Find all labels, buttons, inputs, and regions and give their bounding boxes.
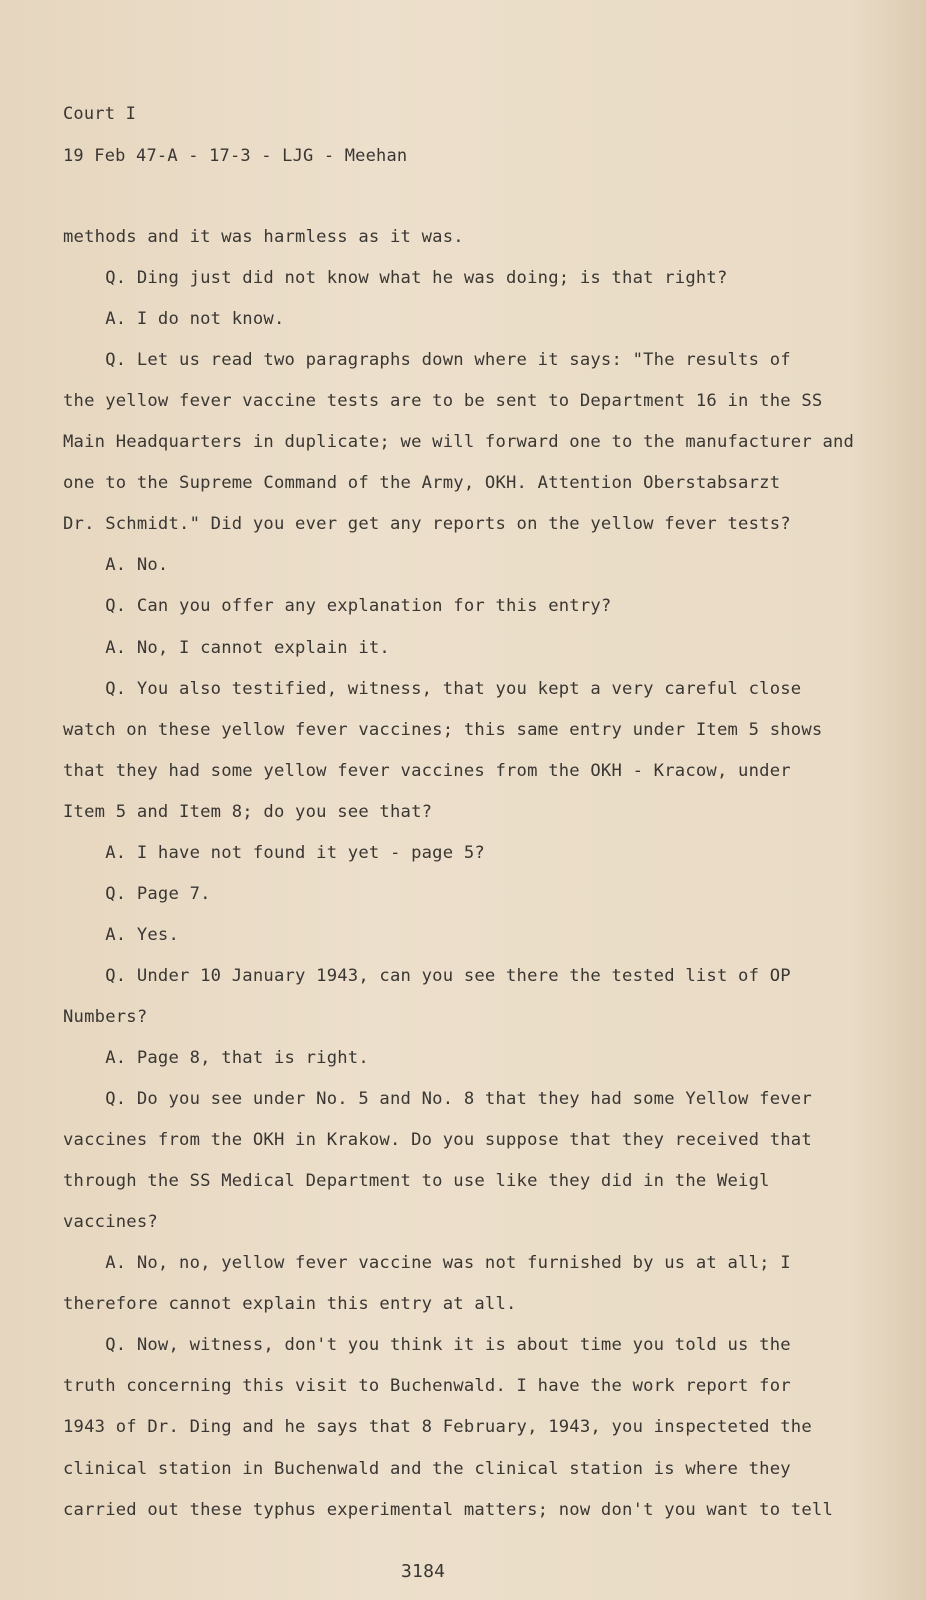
transcript-line: Q. Now, witness, don't you think it is about time you told us the (63, 1335, 791, 1356)
transcript-line: Q. Do you see under No. 5 and No. 8 that they had some Yellow fever (63, 1089, 812, 1110)
transcript-line: clinical station in Buchenwald and the clinical station is where they (63, 1458, 791, 1479)
transcript-line: that they had some yellow fever vaccines from the OKH - Kracow, under (63, 760, 791, 781)
transcript-line: vaccines? (63, 1212, 158, 1233)
transcript-line: Main Headquarters in duplicate; we will forward one to the manufacturer and (63, 432, 855, 453)
transcript-line: Q. Page 7. (63, 883, 211, 904)
transcript-line: Dr. Schmidt." Did you ever get any reports on the yellow fever tests? (63, 514, 791, 535)
transcript-line: A. Page 8, that is right. (63, 1048, 369, 1068)
transcript-line: A. I do not know. (63, 309, 285, 330)
session-header: 19 Feb 47-A - 17-3 - LJG - Meehan (63, 146, 408, 166)
transcript-line: Numbers? (63, 1006, 148, 1027)
transcript-line: A. I have not found it yet - page 5? (63, 842, 485, 863)
transcript-line: A. No, I cannot explain it. (63, 637, 390, 658)
transcript-line: vaccines from the OKH in Krakow. Do you suppose that they received that (63, 1130, 812, 1151)
transcript-line: Q. Let us read two paragraphs down where it says: "The results of (63, 350, 791, 371)
transcript-line: truth concerning this visit to Buchenwald. I have the work report for (63, 1376, 791, 1397)
transcript-line: one to the Supreme Command of the Army, OKH. Attention Oberstabsarzt (63, 473, 781, 494)
transcript-line: 1943 of Dr. Ding and he says that 8 February, 1943, you inspecteted the (63, 1417, 812, 1438)
page-number: 3184 (401, 1561, 446, 1582)
transcript-line: methods and it was harmless as it was. (63, 227, 464, 247)
transcript-line: Q. You also testified, witness, that you kept a very careful close (63, 678, 802, 699)
transcript-line: watch on these yellow fever vaccines; this same entry under Item 5 shows (63, 719, 823, 740)
court-header: Court I (63, 104, 137, 124)
transcript-line: A. No, no, yellow fever vaccine was not furnished by us at all; I (63, 1253, 791, 1274)
transcript-line: carried out these typhus experimental matters; now don't you want to tell (63, 1499, 833, 1520)
transcript-line: therefore cannot explain this entry at all. (63, 1294, 517, 1315)
transcript-line: the yellow fever vaccine tests are to be sent to Department 16 in the SS (63, 391, 823, 412)
transcript-line: through the SS Medical Department to use like they did in the Weigl (63, 1171, 770, 1192)
transcript-line: Q. Can you offer any explanation for this entry? (63, 596, 612, 617)
transcript-line: A. Yes. (63, 924, 180, 945)
transcript-line: Q. Under 10 January 1943, can you see there the tested list of OP (63, 965, 791, 986)
transcript-line: Q. Ding just did not know what he was doing; is that right? (63, 268, 728, 289)
transcript-line: A. No. (63, 555, 169, 576)
transcript-line: Item 5 and Item 8; do you see that? (63, 801, 433, 822)
